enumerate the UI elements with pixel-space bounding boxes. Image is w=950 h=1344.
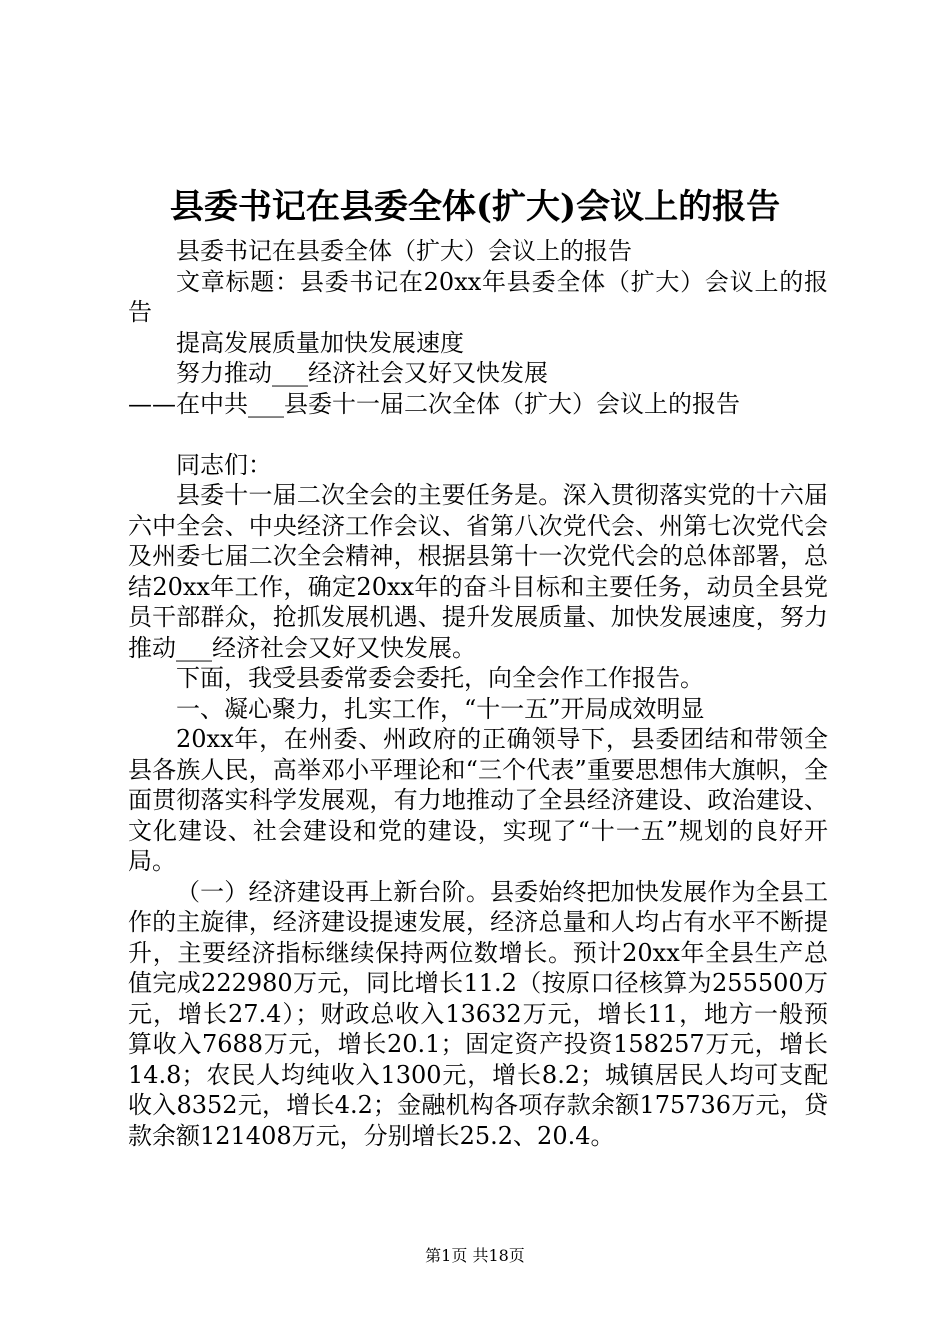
body-paragraph-4: （一）经济建设再上新台阶。县委始终把加快发展作为全县工作的主旋律，经济建设提速发展，经济总量和人均占有水平不断提升，主要经济指标继续保持两位数增长。预计20xx年全县生产总值完成222980万元，同比增长11.2（按原口径核算为255500万元，增长27.4）；财政总收入13632万元，增长11，地方一般预算收入7688万元，增长20.1；固定资产投资158257万元，增长14.8；农民人均纯收入1300元，增长8.2；城镇居民人均可支配收入8352元，增长4.2；金融机构各项存款余额175736万元，贷款余额121408万元，分别增长25.2、20.4。 xyxy=(128,877,828,1150)
salutation: 同志们： xyxy=(176,450,272,479)
body-paragraph-1: 县委十一届二次全会的主要任务是。深入贯彻落实党的十六届六中全会、中央经济工作会议、省第八次党代会、州第七次党代会及州委七届二次全会精神，根据县第十一次党代会的总体部署，总结20xx年工作，确定20xx年的奋斗目标和主要任务，动员全县党员干部群众，抢抓发展机遇、提升发展质量、加快发展速度，努力推动___经济社会又好又快发展。 xyxy=(128,481,828,662)
heading-line-2: 努力推动___经济社会又好又快发展 xyxy=(176,359,548,387)
document-title: 县委书记在县委全体(扩大)会议上的报告 xyxy=(169,187,781,227)
heading-line-1: 提高发展质量加快发展速度 xyxy=(176,328,464,357)
body-paragraph-3: 20xx年，在州委、州政府的正确领导下，县委团结和带领全县各族人民，高举邓小平理论和“三个代表”重要思想伟大旗帜，全面贯彻落实科学发展观，有力地推动了全县经济建设、政治建设、文化建设、社会建设和党的建设，实现了“十一五”规划的良好开局。 xyxy=(128,725,828,875)
body-paragraph-2: 下面，我受县委常委会委托，向全会作工作报告。 xyxy=(176,664,704,692)
heading-line-3: ——在中共___县委十一届二次全体（扩大）会议上的报告 xyxy=(128,389,740,418)
subtitle-paragraph: 县委书记在县委全体（扩大）会议上的报告 xyxy=(176,237,632,265)
article-title-paragraph: 文章标题：县委书记在20xx年县委全体（扩大）会议上的报告 xyxy=(128,267,828,326)
document-body xyxy=(128,236,828,1151)
blank-line xyxy=(128,419,828,450)
page-footer: 第1页 共18页 xyxy=(425,1246,525,1265)
section-heading-1: 一、凝心聚力，扎实工作，“十一五”开局成效明显 xyxy=(176,694,705,723)
